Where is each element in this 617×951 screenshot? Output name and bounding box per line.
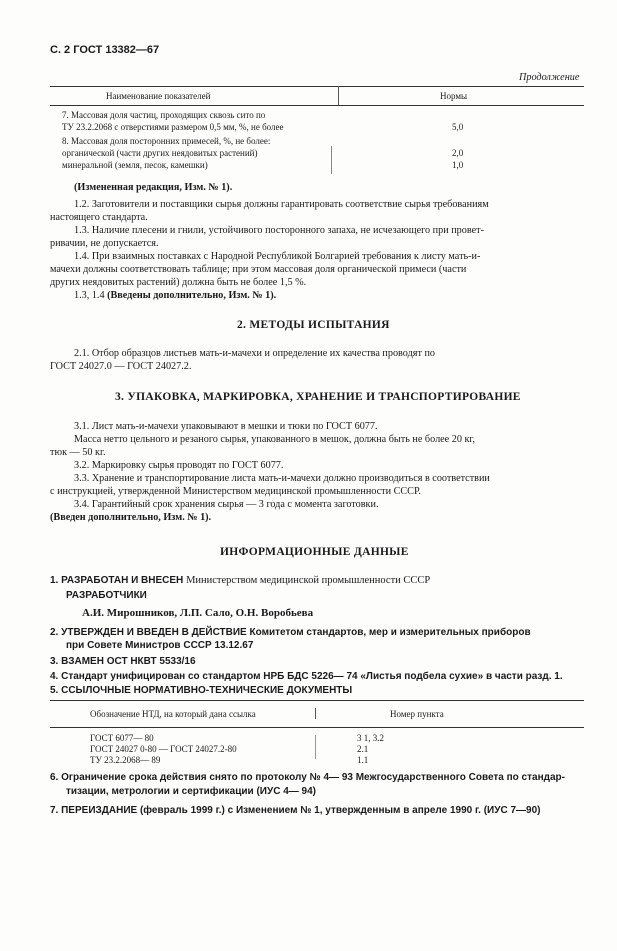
info-item-5: 5. ССЫЛОЧНЫЕ НОРМАТИВНО-ТЕХНИЧЕСКИЕ ДОКУМЕНТЫ — [50, 685, 353, 696]
paragraph-1-2: 1.2. Заготовители и поставщики сырья должны гарантировать соответствие сырья требованиям — [74, 199, 489, 210]
info-item-6-line2: тизации, метрологии и сертификации (ИУС 4— 94) — [66, 786, 316, 797]
paragraph-3-3: с инструкцией, утвержденной Министерством медицинской промышленности СССР. — [50, 486, 421, 497]
paragraph-3-1b: Масса нетто цельного и резаного сырья, упакованного в мешок, должна быть не более 20 кг, — [74, 434, 476, 445]
table-cell-value: 3 1, 3.2 — [357, 733, 384, 743]
table-cell-value: 5,0 — [452, 122, 464, 132]
info-item-7: 7. ПЕРЕИЗДАНИЕ (февраль 1999 г.) с Изменением № 1, утвержденным в апреле 1990 г. (ИУС 7—90) — [50, 805, 541, 816]
paragraph-3-2: 3.2. Маркировку сырья проводят по ГОСТ 6077. — [74, 460, 284, 471]
table-cell-value: 1,0 — [452, 160, 464, 170]
table-row: минеральной (земля, песок, камешки) — [62, 160, 208, 170]
paragraph-2-1: ГОСТ 24027.0 — ГОСТ 24027.2. — [50, 361, 192, 372]
table-row: ТУ 23.2.2068— 89 — [90, 755, 161, 765]
info-item-2-line2: при Совете Министров СССР 13.12.67 — [66, 640, 254, 651]
table-header-doc: Обозначение НТД, на который дана ссылка — [90, 709, 256, 719]
table-cell-value: 1.1 — [357, 755, 369, 765]
info-title: ИНФОРМАЦИОННЫЕ ДАННЫЕ — [220, 546, 409, 558]
table-header-item: Номер пункта — [390, 709, 444, 719]
info-item-4: 4. Стандарт унифицирован со стандартом НРБ БДС 5226— 74 «Листья подбела сухие» в части разд. 1. — [50, 671, 563, 682]
continuation-label: Продолжение — [519, 72, 580, 83]
table-row: 7. Массовая доля частиц, проходящих сквозь сито по — [62, 110, 266, 120]
info-item-2-text: Комитетом стандартов, мер и измерительных приборов — [249, 627, 531, 638]
info-item-3: 3. ВЗАМЕН ОСТ НКВТ 5533/16 — [50, 656, 196, 667]
info-item-2 — [50, 627, 531, 638]
section-2-title: 2. МЕТОДЫ ИСПЫТАНИЯ — [237, 319, 390, 331]
info-item-1 — [50, 575, 430, 586]
info-item-1-text: Министерством медицинской промышленности СССР — [186, 575, 431, 586]
paragraph-3-1: 3.1. Лист мать-и-мачехи упаковывают в мешки и тюки по ГОСТ 6077. — [74, 421, 378, 432]
paragraph-1-4: других неядовитых растений) должна быть не более 1,5 %. — [50, 277, 307, 288]
table-row: ГОСТ 6077— 80 — [90, 733, 154, 743]
info-item-6: 6. Ограничение срока действия снято по протоколу № 4— 93 Межгосударственного Совета по стандар- — [50, 772, 565, 783]
paragraph-3-1b: тюк — 50 кг. — [50, 447, 106, 458]
section-3-title: 3. УПАКОВКА, МАРКИРОВКА, ХРАНЕНИЕ И ТРАНСПОРТИРОВАНИЕ — [115, 391, 521, 403]
table-row: 8. Массовая доля посторонних примесей, %, не более: — [62, 136, 271, 146]
page-header: С. 2 ГОСТ 13382—67 — [50, 44, 160, 56]
paragraph-1-4: мачехи должны соответствовать таблице; при этом массовая доля органической примеси (части — [50, 264, 467, 275]
table-cell-value: 2.1 — [357, 744, 369, 754]
paragraph-2-1: 2.1. Отбор образцов листьев мать-и-мачехи и определение их качества проводят по — [74, 348, 435, 359]
amendment-note: (Введен дополнительно, Изм. № 1). — [50, 512, 212, 523]
info-item-2-label: 2. УТВЕРЖДЕН И ВВЕДЕН В ДЕЙСТВИЕ — [50, 627, 247, 638]
amendment-note — [74, 289, 276, 302]
paragraph-3-4: 3.4. Гарантийный срок хранения сырья — 3 года с момента заготовки. — [74, 499, 379, 510]
table-header-norms: Нормы — [440, 91, 468, 101]
paragraph-1-3: 1.3. Наличие плесени и гнили, устойчивого посторонного запаха, не исчезающего при провет- — [74, 225, 484, 236]
table-row: ТУ 23.2.2068 с отверстиями размером 0,5 мм, %, не более — [62, 122, 284, 132]
info-developers-names: А.И. Мирошников, Л.П. Сало, О.Н. Воробьева — [82, 607, 314, 619]
table-row: ГОСТ 24027 0-80 — ГОСТ 24027.2-80 — [90, 744, 237, 754]
amendment-prefix: 1.3, 1.4 — [74, 290, 105, 301]
amendment-bold: (Введены дополнительно, Изм. № 1). — [107, 290, 277, 301]
paragraph-1-3: ривачии, не допускается. — [50, 238, 159, 249]
table-header-name: Наименование показателей — [106, 91, 211, 101]
info-developers-label: РАЗРАБОТЧИКИ — [66, 590, 147, 601]
paragraph-1-2: настоящего стандарта. — [50, 212, 148, 223]
paragraph-3-3: 3.3. Хранение и транспортирование листа мать-и-мачехи должно производиться в соответствии — [74, 473, 490, 484]
table-row: органической (части других неядовитых растений) — [62, 148, 258, 158]
paragraph-1-4: 1.4. При взаимных поставках с Народной Республикой Болгарией требования к листу мать-и- — [74, 251, 481, 262]
table-cell-value: 2,0 — [452, 148, 464, 158]
amendment-note: (Измененная редакция, Изм. № 1). — [74, 182, 233, 193]
info-item-1-label: 1. РАЗРАБОТАН И ВНЕСЕН — [50, 575, 184, 586]
